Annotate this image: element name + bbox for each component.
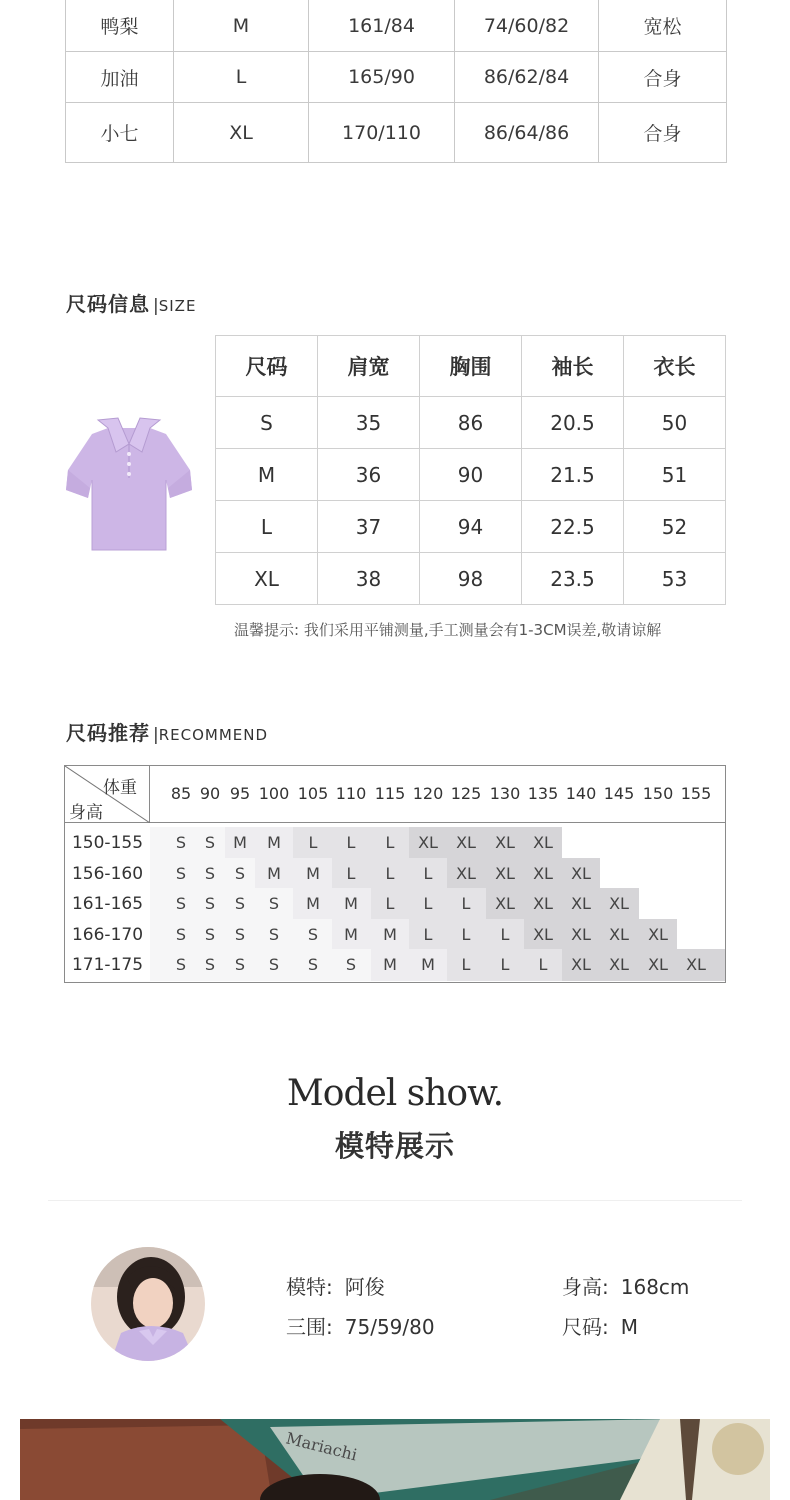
model-fit-table	[65, 0, 727, 163]
recommend-section-heading	[66, 717, 268, 746]
recommend-cell: M	[267, 863, 281, 883]
recommend-cell: XL	[571, 863, 591, 883]
size-cell: XL	[216, 553, 318, 605]
recommend-cell: M	[267, 833, 281, 852]
recommend-cell: S	[175, 924, 187, 944]
recommend-cell: S	[268, 894, 280, 913]
recommend-cell: S	[175, 894, 187, 913]
recommend-section-subtitle: RECOMMEND	[158, 726, 269, 744]
fit-row	[66, 0, 727, 52]
recommend-cell: L	[346, 833, 356, 852]
fit-cell: 161/84	[309, 0, 455, 52]
recommend-cell: S	[204, 863, 216, 883]
recommend-cell: L	[423, 894, 433, 913]
model-avatar	[91, 1247, 205, 1361]
size-cell: 36	[318, 449, 420, 501]
model-show-title-zh: 模特展示	[334, 1129, 455, 1163]
model-name-label: 模特:	[286, 1275, 333, 1299]
recommend-cell: L	[423, 924, 433, 944]
recommend-cell: L	[500, 924, 510, 944]
recommend-cell: S	[234, 924, 246, 944]
size-section-heading	[66, 288, 196, 317]
size-cell: 94	[420, 501, 522, 553]
recommend-cell: S	[204, 955, 216, 974]
size-cell: 53	[624, 553, 726, 605]
model-height-label: 身高:	[562, 1275, 609, 1299]
size-section-title: 尺码信息	[66, 292, 150, 316]
height-label: 166-170	[71, 924, 144, 945]
fit-cell: 宽松	[599, 0, 727, 52]
recommend-cell: S	[175, 955, 187, 974]
recommend-cell: M	[383, 924, 397, 944]
model-name-value: 阿俊	[344, 1275, 385, 1299]
size-cell: 52	[624, 501, 726, 553]
recommend-cell: S	[345, 955, 357, 974]
weight-label: 120	[412, 784, 444, 803]
size-table-header	[216, 336, 726, 397]
weight-label: 125	[450, 784, 482, 803]
recommend-cell: L	[385, 863, 395, 883]
size-cell: 20.5	[522, 397, 624, 449]
model-height-row	[562, 1271, 689, 1300]
size-cell: 86	[420, 397, 522, 449]
fit-cell: 小七	[66, 103, 174, 163]
recommend-cell: XL	[533, 833, 553, 852]
size-cell: 22.5	[522, 501, 624, 553]
size-cell: 90	[420, 449, 522, 501]
model-measurements-row	[286, 1311, 435, 1340]
weight-label: 140	[565, 784, 597, 803]
fit-cell: 鸭梨	[66, 0, 174, 52]
weight-header-row	[65, 766, 725, 823]
recommend-cell: XL	[456, 833, 476, 852]
size-row	[216, 553, 726, 605]
recommend-cell: M	[383, 955, 397, 974]
fit-row	[66, 52, 727, 103]
weight-label: 105	[297, 784, 329, 803]
fit-cell: 86/64/86	[455, 103, 599, 163]
recommend-section-title: 尺码推荐	[66, 721, 150, 745]
size-row	[216, 449, 726, 501]
recommend-cell: L	[308, 833, 318, 852]
weight-label: 115	[374, 784, 406, 803]
recommend-cell: S	[307, 924, 319, 944]
size-row	[216, 397, 726, 449]
recommend-cell: L	[346, 863, 356, 883]
height-label: 161-165	[71, 894, 144, 914]
fit-row	[66, 103, 727, 163]
recommend-cell: L	[461, 894, 471, 913]
height-label: 150-155	[71, 833, 144, 853]
recommend-cell: S	[175, 863, 187, 883]
recommend-cell: XL	[533, 863, 553, 883]
fit-cell: L	[174, 52, 309, 103]
weight-label: 135	[527, 784, 559, 803]
fit-cell: 合身	[599, 103, 727, 163]
model-measurements-value: 75/59/80	[344, 1315, 435, 1339]
heading-divider: |	[153, 725, 159, 745]
size-header-cell: 胸围	[420, 336, 522, 397]
fit-cell: 165/90	[309, 52, 455, 103]
weight-label: 100	[258, 784, 290, 803]
size-recommend-grid	[64, 765, 726, 983]
size-row	[216, 501, 726, 553]
weight-label: 155	[680, 784, 712, 803]
model-name-row	[286, 1271, 385, 1300]
recommend-cell: XL	[495, 894, 515, 913]
recommend-cell: XL	[686, 955, 706, 974]
polo-shirt-image	[62, 414, 196, 560]
weight-label: 145	[603, 784, 635, 803]
model-measurements-label: 三围:	[286, 1315, 333, 1339]
recommend-cell: S	[234, 863, 246, 883]
recommend-cell: XL	[456, 863, 476, 883]
size-cell: S	[216, 397, 318, 449]
recommend-cell: XL	[495, 833, 515, 852]
recommend-cell: L	[461, 924, 471, 944]
model-size-label: 尺码:	[562, 1315, 609, 1339]
recommend-cell: M	[306, 863, 320, 883]
model-size-value: M	[620, 1315, 639, 1339]
model-size-row	[562, 1311, 638, 1340]
measurement-note: 温馨提示: 我们采用平铺测量,手工测量会有1-3CM误差,敬请谅解	[234, 621, 662, 639]
model-photo	[20, 1419, 770, 1500]
recommend-cell: XL	[571, 955, 591, 974]
recommend-cell: XL	[609, 894, 629, 913]
recommend-cell: XL	[648, 924, 668, 944]
recommend-cell: XL	[495, 863, 515, 883]
recommend-cell: XL	[418, 833, 438, 852]
fit-cell: 加油	[66, 52, 174, 103]
recommend-cell: S	[307, 955, 319, 974]
recommend-cell: S	[175, 833, 187, 852]
weight-label: 95	[229, 784, 251, 803]
size-cell: M	[216, 449, 318, 501]
weight-label: 110	[335, 784, 367, 803]
fit-cell: 86/62/84	[455, 52, 599, 103]
recommend-cell: M	[233, 833, 247, 852]
recommend-cell: L	[500, 955, 510, 974]
size-cell: 35	[318, 397, 420, 449]
corner-weight-label: 体重	[103, 778, 137, 798]
recommend-cell: XL	[609, 924, 629, 944]
model-show-title-en: Model show.	[286, 1073, 504, 1114]
size-section-subtitle: SIZE	[158, 297, 197, 315]
height-label: 156-160	[71, 863, 144, 884]
recommend-cell: M	[421, 955, 435, 974]
weight-label: 90	[199, 784, 221, 803]
size-cell: 51	[624, 449, 726, 501]
corner-height-label: 身高	[69, 803, 103, 823]
recommend-cell: XL	[533, 894, 553, 913]
recommend-cell: XL	[648, 955, 668, 974]
size-header-cell: 肩宽	[318, 336, 420, 397]
heading-divider: |	[153, 296, 159, 316]
fit-cell: 74/60/82	[455, 0, 599, 52]
fit-cell: XL	[174, 103, 309, 163]
size-header-cell: 尺码	[216, 336, 318, 397]
recommend-cell: M	[344, 924, 358, 944]
recommend-cell: M	[344, 894, 358, 913]
fit-cell: M	[174, 0, 309, 52]
storefront-sign-text: Mariachi	[284, 1428, 360, 1465]
size-cell: 38	[318, 553, 420, 605]
model-height-value: 168cm	[620, 1275, 690, 1299]
recommend-cell: L	[423, 863, 433, 883]
size-table	[215, 335, 726, 605]
recommend-cell: L	[461, 955, 471, 974]
weight-label: 130	[489, 784, 521, 803]
recommend-cell: S	[234, 955, 246, 974]
recommend-cell: M	[306, 894, 320, 913]
recommend-cell: S	[204, 833, 216, 852]
recommend-cell: S	[204, 894, 216, 913]
size-band-m	[293, 888, 371, 920]
recommend-cell: S	[234, 894, 246, 913]
weight-label: 85	[170, 784, 192, 803]
recommend-cell: L	[385, 833, 395, 852]
size-cell: 37	[318, 501, 420, 553]
size-cell: 50	[624, 397, 726, 449]
fit-cell: 170/110	[309, 103, 455, 163]
recommend-cell: XL	[571, 924, 591, 944]
section-divider	[48, 1200, 742, 1201]
size-header-cell: 衣长	[624, 336, 726, 397]
size-cell: L	[216, 501, 318, 553]
recommend-cell: S	[268, 955, 280, 974]
size-cell: 98	[420, 553, 522, 605]
recommend-cell: L	[538, 955, 548, 974]
fit-cell: 合身	[599, 52, 727, 103]
size-cell: 21.5	[522, 449, 624, 501]
recommend-cell: XL	[533, 924, 553, 944]
recommend-cell: S	[204, 924, 216, 944]
size-cell: 23.5	[522, 553, 624, 605]
recommend-cell: S	[268, 924, 280, 944]
height-label: 171-175	[71, 955, 144, 975]
weight-label: 150	[642, 784, 674, 803]
recommend-cell: XL	[571, 894, 591, 913]
recommend-cell: XL	[609, 955, 629, 974]
size-header-cell: 袖长	[522, 336, 624, 397]
recommend-cell: L	[385, 894, 395, 913]
corner-cell	[65, 766, 150, 823]
